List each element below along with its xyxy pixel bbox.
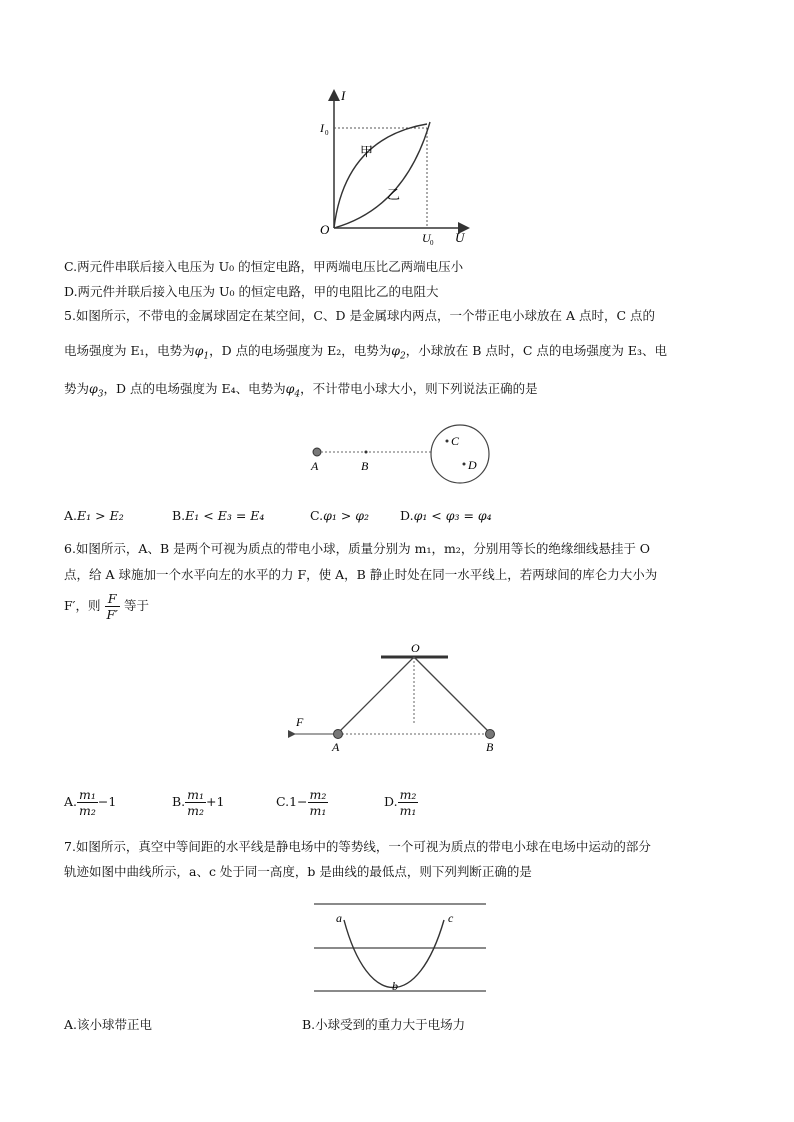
q6-stem-line2: 点，给 A 球施加一个水平向左的水平的力 F，使 A，B 静止时处在同一水平线上，若两球间的库仑力大小为 <box>64 567 658 582</box>
q4-option-d: D.两元件并联后接入电压为 U₀ 的恒定电路，甲的电阻比乙的电阻大 <box>64 284 439 299</box>
q7-option-b: B.小球受到的重力大于电场力 <box>302 1017 466 1032</box>
point-d <box>463 463 466 466</box>
f-over-f-prime: $\frac{F}{F'}$ <box>106 591 119 622</box>
string-b <box>414 657 490 733</box>
q5-option-a: A.E₁ > E₂ <box>64 508 124 523</box>
q7-stem-line1: 7.如图所示，真空中等间距的水平线是静电场中的等势线，一个可视为质点的带电小球在电场中运动的部分 <box>64 839 651 854</box>
u0-sub: 0 <box>430 239 434 246</box>
label-o: O <box>411 641 420 655</box>
label-c: C <box>451 434 460 448</box>
q7-option-a: A.该小球带正电 <box>64 1017 153 1032</box>
q5-option-b: B.E₁ < E₃ = E₄ <box>172 508 265 523</box>
string-a <box>338 657 414 733</box>
metal-sphere-figure <box>305 424 505 486</box>
q6-option-c: C.1− $\frac{\text{m₂}}{\text{m₁}}$ <box>276 787 327 818</box>
hanging-balls-figure <box>286 640 511 756</box>
label-d: D <box>468 458 477 472</box>
q5-stem-line2: 电场强度为 E₁，电势为$\varphi_1$，D 点的电场强度为 E₂，电势为$\varphi_2$，小球放在 B 点时，C 点的电场强度为 E₃、电 <box>64 343 668 362</box>
phi-4: $\varphi_4$ <box>285 381 301 400</box>
q6-stem-line1: 6.如图所示，A、B 是两个可视为质点的带电小球，质量分别为 m₁，m₂，分别用等长的绝缘细线悬挂于 O <box>64 541 651 556</box>
point-c <box>446 440 449 443</box>
u0-label: U <box>422 231 431 245</box>
i0-sub: 0 <box>325 129 329 137</box>
yi-label: 乙 <box>387 187 401 202</box>
q7-stem-line2: 轨迹如图中曲线所示，a、c 处于同一高度，b 是曲线的最低点，则下列判断正确的是 <box>64 864 532 879</box>
q4-option-c: C.两元件串联后接入电压为 U₀ 的恒定电路，甲两端电压比乙两端电压小 <box>64 259 464 274</box>
curve-yi <box>334 122 430 228</box>
trajectory-curve <box>344 920 444 988</box>
jia-label: 甲 <box>360 144 374 159</box>
label-a: A <box>311 459 319 473</box>
q6-option-d: D. $\frac{\text{m₂}}{\text{m₁}}$ <box>384 787 417 818</box>
label-a: a <box>336 911 342 925</box>
iu-graph-figure <box>305 86 475 246</box>
label-b: B <box>486 740 494 754</box>
q6-option-a: A. $\frac{\text{m₁}}{\text{m₂}}$ −1 <box>64 787 117 818</box>
ball-b <box>486 730 495 739</box>
q5-option-c: C.φ₁ > φ₂ <box>310 508 370 523</box>
metal-sphere <box>431 425 489 483</box>
equipotential-figure <box>308 898 492 998</box>
point-b <box>365 451 368 454</box>
q5-stem-line3: 势为$\varphi_3$，D 点的电场强度为 E₄、电势为$\varphi_4$，不计带电小球大小，则下列说法正确的是 <box>64 381 538 400</box>
curve-jia <box>334 124 427 228</box>
phi-2: $\varphi_2$ <box>391 343 406 362</box>
ball-a <box>334 730 343 739</box>
label-b: B <box>361 459 369 473</box>
q5-option-d: D.φ₁ < φ₃ = φ₄ <box>400 508 492 523</box>
axis-u-label: U <box>455 230 465 245</box>
label-b: b <box>392 979 398 993</box>
origin-label: O <box>320 222 330 237</box>
axis-i-label: I <box>341 88 346 103</box>
charge-a <box>313 448 321 456</box>
phi-1: $\varphi_1$ <box>194 343 210 362</box>
label-c: c <box>448 911 454 925</box>
q6-stem-line3: F′，则 $\frac{F}{F'}$ 等于 <box>64 591 150 622</box>
q6-option-b: B. $\frac{\text{m₁}}{\text{m₂}}$ +1 <box>172 787 225 818</box>
i0-label: I <box>320 121 324 135</box>
q5-stem-line1: 5.如图所示，不带电的金属球固定在某空间，C、D 是金属球内两点，一个带正电小球放在 A 点时，C 点的 <box>64 308 655 323</box>
label-a: A <box>332 740 340 754</box>
label-f: F <box>296 715 304 729</box>
phi-3: $\varphi_3$ <box>89 381 104 400</box>
